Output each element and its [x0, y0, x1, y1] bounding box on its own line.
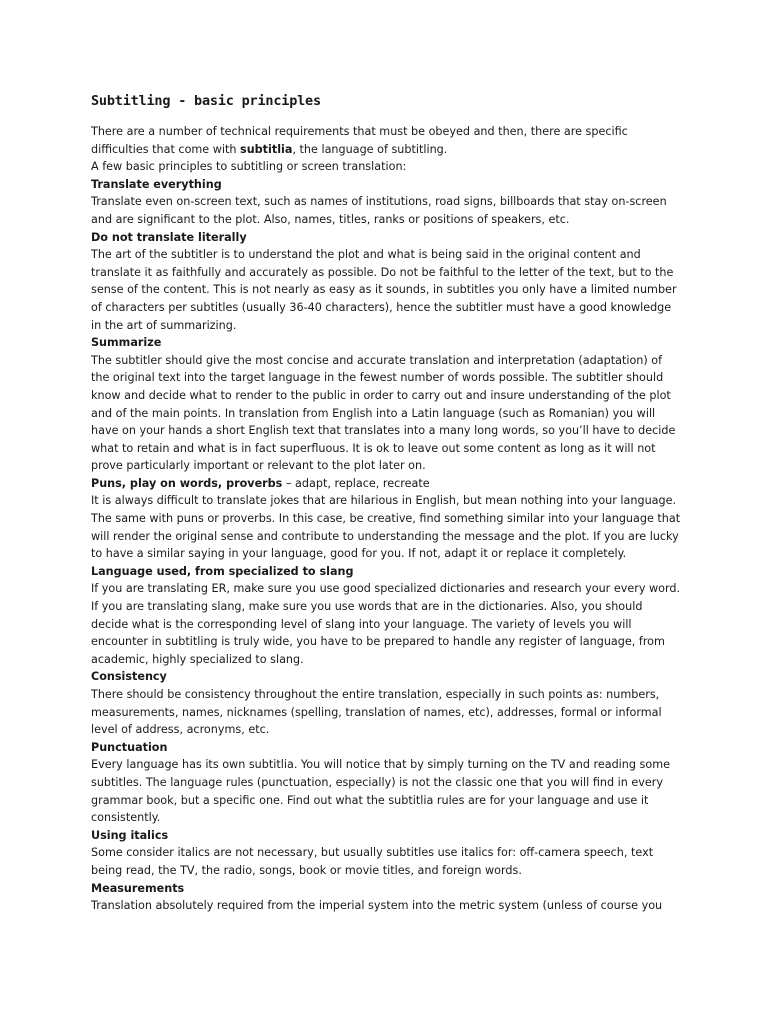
section-heading-text: Translate everything [91, 177, 222, 191]
section-heading-text: Using italics [91, 828, 169, 842]
document-page [91, 91, 681, 915]
intro-paragraph [91, 123, 681, 158]
section-using-italics [91, 827, 681, 880]
section-heading [91, 668, 681, 686]
section-summarize [91, 334, 681, 475]
section-consistency [91, 668, 681, 738]
intro-bold-term: subtitlia [240, 142, 293, 156]
document-title: Subtitling - basic principles [91, 93, 321, 109]
section-heading [91, 563, 681, 581]
intro-text: There are a number of technical requirements that must be obeyed and then, there are specific difficulties that come with [91, 125, 628, 156]
section-heading-text: Punctuation [91, 740, 168, 754]
section-body: It is always difficult to translate jokes that are hilarious in English, but mean nothing into your language. The same with puns or proverbs. In this case, be creative, find something similar into your language that will render the original sense and contribute to understanding the message and the plot. If you are lucky to have a similar saying in your language, good for you. If not, adapt it or replace it completely. [91, 494, 681, 561]
section-heading [91, 475, 681, 493]
section-body: The art of the subtitler is to understand the plot and what is being said in the original content and translate it as faithfully and accurately as possible. Do not be faithful to the letter of the text, but to the sense of the content. This is not nearly as easy as it sounds, in subtitles you only have a limited number of characters per subtitles (usually 36-40 characters), hence the subtitler must have a good knowledge in the art of summarizing. [91, 248, 677, 332]
section-heading [91, 176, 681, 194]
section-heading [91, 229, 681, 247]
section-heading-tail: – adapt, replace, recreate [282, 476, 430, 490]
section-heading-text: Language used, from specialized to slang [91, 564, 354, 578]
section-body: There should be consistency throughout the entire translation, especially in such points as: numbers, measurements, names, nicknames (spelling, translation of names, etc), addresses, formal or informal level of address, acronyms, etc. [91, 688, 662, 737]
section-body: Translate even on-screen text, such as names of institutions, road signs, billboards that stay on-screen and are significant to the plot. Also, names, titles, ranks or positions of speakers, etc. [91, 195, 667, 226]
section-heading [91, 880, 681, 898]
section-heading [91, 827, 681, 845]
section-heading-text: Measurements [91, 881, 185, 895]
section-translate-everything [91, 176, 681, 229]
section-body: The subtitler should give the most concise and accurate translation and interpretation (adaptation) of the original text into the target language in the fewest number of words possible. The subtitler should know and decide what to render to the public in order to carry out and insure understanding of the plot and of the main points. In translation from English into a Latin language (such as Romanian) you will have on your hands a short English text that translates into a many long words, so you’ll have to decide what to retain and what is in fact superfluous. It is ok to leave out some content as long as it will not prove particularly important or relevant to the plot later on. [91, 353, 676, 473]
section-puns [91, 475, 681, 563]
section-heading [91, 739, 681, 757]
section-punctuation [91, 739, 681, 827]
section-heading-text: Do not translate literally [91, 230, 247, 244]
intro-text-end: , the language of subtitling. [292, 142, 448, 156]
section-body: Some consider italics are not necessary, but usually subtitles use italics for: off-camera speech, text being read, the TV, the radio, songs, book or movie titles, and foreign words. [91, 846, 654, 877]
section-measurements [91, 880, 681, 915]
section-heading [91, 334, 681, 352]
intro-line-2: A few basic principles to subtitling or screen translation: [91, 160, 407, 174]
section-heading-text: Puns, play on words, proverbs [91, 476, 283, 490]
section-language-used [91, 563, 681, 669]
section-body: Translation absolutely required from the imperial system into the metric system (unless of course you [91, 899, 663, 913]
section-heading-text: Summarize [91, 336, 162, 350]
section-body: Every language has its own subtitlia. You will notice that by simply turning on the TV and reading some subtitles. The language rules (punctuation, especially) is not the classic one that you will find in every grammar book, but a specific one. Find out what the subtitlia rules are for your language and use it consistently. [91, 758, 670, 825]
section-do-not-translate-literally [91, 229, 681, 335]
section-body: If you are translating ER, make sure you use good specialized dictionaries and research your every word. If you are translating slang, make sure you use words that are in the dictionaries. Also, you should decide what is the corresponding level of slang into your language. The variety of levels you will encounter in subtitling is truly wide, you have to be prepared to handle any register of language, from academic, highly specialized to slang. [91, 582, 681, 666]
section-heading-text: Consistency [91, 670, 167, 684]
